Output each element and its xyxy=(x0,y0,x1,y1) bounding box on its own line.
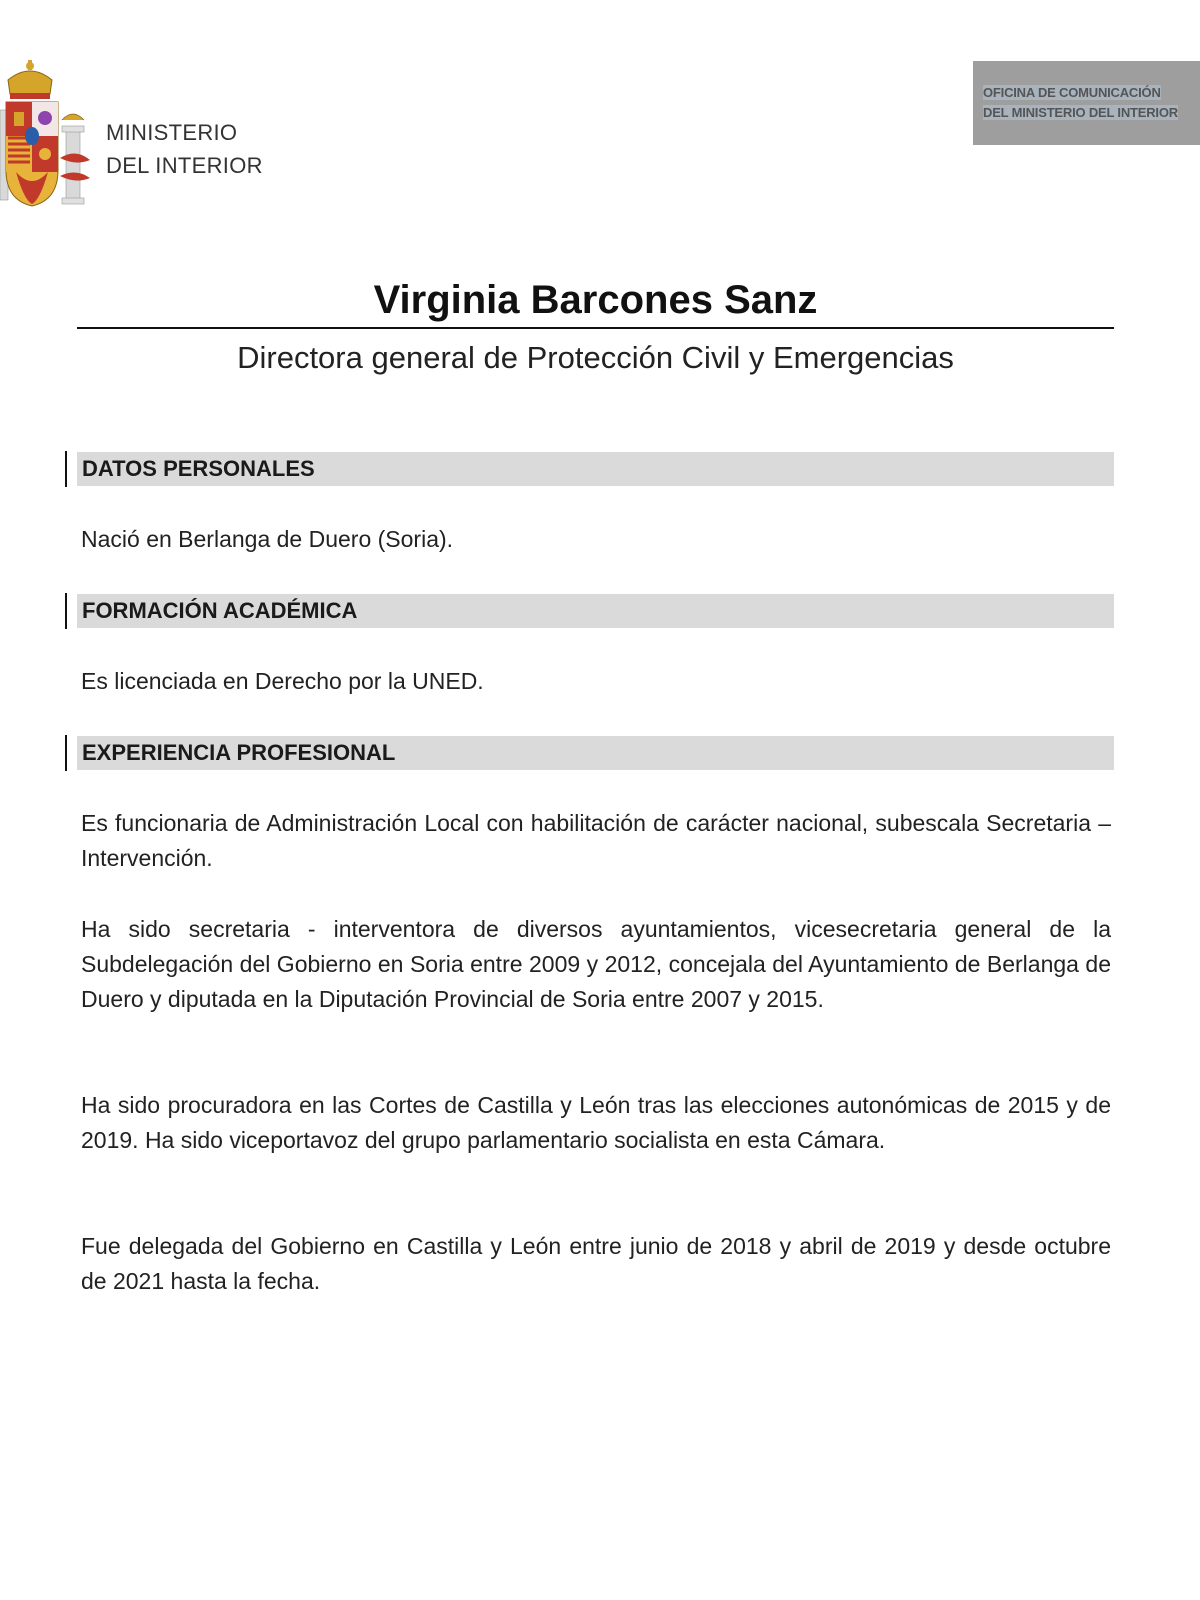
section-heading: DATOS PERSONALES xyxy=(82,456,315,481)
communication-office-label xyxy=(973,61,1200,145)
coat-of-arms-logo xyxy=(0,60,92,208)
section-header-experience xyxy=(65,735,1114,771)
paragraph-experience-4: Fue delegada del Gobierno en Castilla y León entre junio de 2018 y abril de 2019 y desde octubre de 2021 hasta la fecha. xyxy=(81,1233,1111,1294)
office-label-line2: DEL MINISTERIO DEL INTERIOR xyxy=(983,105,1178,120)
ministry-name-line1: MINISTERIO xyxy=(106,120,238,145)
ministry-name-line2: DEL INTERIOR xyxy=(106,153,263,178)
paragraph-degree: Es licenciada en Derecho por la UNED. xyxy=(81,668,484,694)
paragraph-experience-1: Es funcionaria de Administración Local con habilitación de carácter nacional, subescala Secretaria – Intervención. xyxy=(81,810,1111,871)
paragraph-experience-3: Ha sido procuradora en las Cortes de Castilla y León tras las elecciones autonómicas de 2015 y de 2019. Ha sido viceportavoz del grupo parlamentario socialista en esta Cámara. xyxy=(81,1092,1111,1153)
title-divider xyxy=(77,327,1114,329)
section-heading: EXPERIENCIA PROFESIONAL xyxy=(82,740,396,765)
person-name: Virginia Barcones Sanz xyxy=(373,278,818,322)
section-header-personal-data xyxy=(65,451,1114,487)
paragraph-experience-2: Ha sido secretaria - interventora de diversos ayuntamientos, vicesecretaria general de la Subdelegación del Gobierno en Soria entre 2009 y 2012, concejala del Ayuntamiento de Berlanga de Duero y diputada en la Diputación Provincial de Soria entre 2007 y 2015. xyxy=(81,916,1111,1012)
person-position: Directora general de Protección Civil y Emergencias xyxy=(237,340,954,375)
ministry-name xyxy=(106,116,263,182)
section-heading: FORMACIÓN ACADÉMICA xyxy=(82,598,358,623)
section-header-education xyxy=(65,593,1114,629)
paragraph-birthplace: Nació en Berlanga de Duero (Soria). xyxy=(81,526,454,552)
office-label-line1: OFICINA DE COMUNICACIÓN xyxy=(983,85,1161,100)
